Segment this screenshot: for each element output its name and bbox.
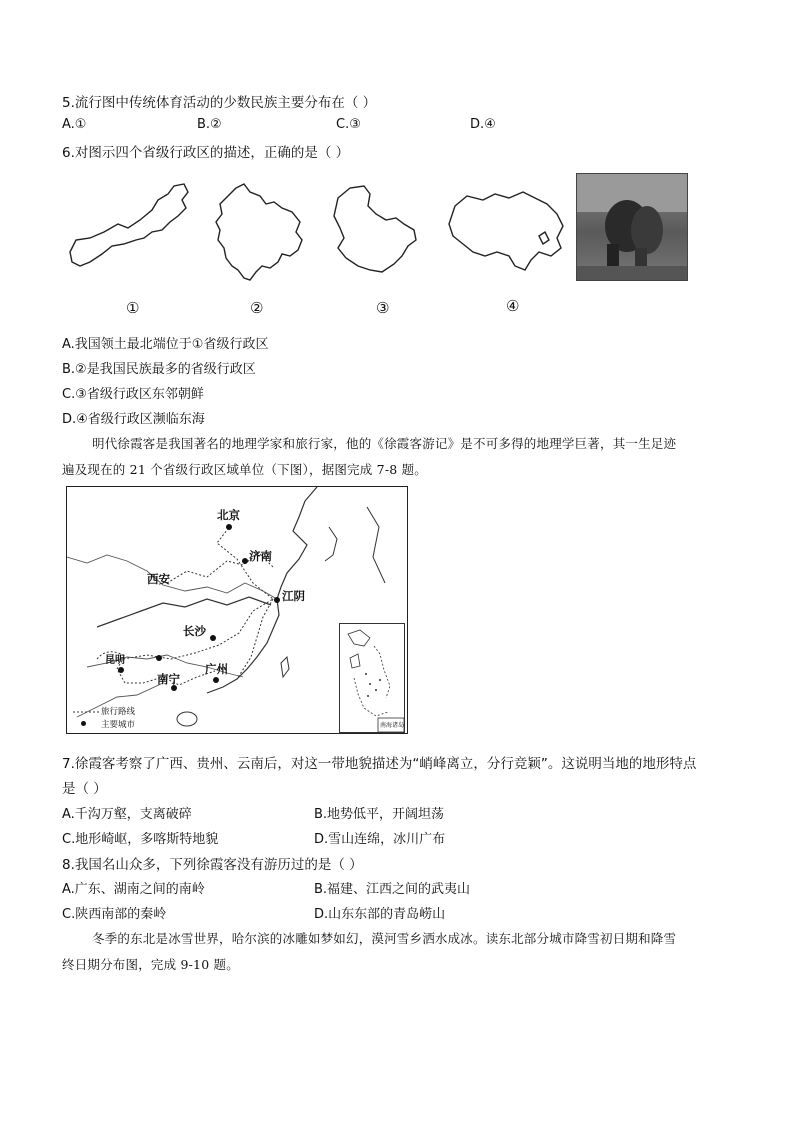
intro-9-10-line2: 终日期分布图，完成 9-10 题。 (62, 957, 239, 972)
legend-city-symbol (81, 721, 86, 726)
legend-city-label: 主要城市 (101, 720, 136, 730)
city-label-jinan: 济南 (249, 549, 272, 563)
province-shape-2 (212, 182, 310, 288)
travel-route-map (66, 486, 408, 734)
q7-option-d: D.雪山连绵，冰川广布 (314, 832, 446, 847)
province-label-2: ② (250, 299, 264, 317)
q5-option-b: B.② (197, 117, 222, 132)
q5-option-d: D.④ (470, 117, 496, 132)
q7-stem-line1: 7.徐霞客考察了广西、贵州、云南后，对这一带地貌描述为“峭峰离立，分行竞颖”。这说明当地的地形特点 (62, 756, 697, 772)
q5-option-a: A.① (62, 117, 87, 132)
city-dot-guangzhou (213, 677, 219, 683)
province-shape-3 (330, 182, 422, 282)
q8-stem: 8.我国名山众多，下列徐霞客没有游历过的是（ ） (62, 857, 363, 873)
intro-7-8-line2: 遍及现在的 21 个省级行政区域单位（下图），据图完成 7-8 题。 (62, 462, 427, 477)
q7-option-b: B.地势低平，开阔坦荡 (314, 807, 445, 822)
south-china-sea-inset (339, 623, 405, 733)
q8-option-c: C.陕西南部的秦岭 (62, 907, 167, 922)
legend-route-symbol (73, 709, 99, 715)
q6-option-c: C.③省级行政区东邻朝鲜 (62, 387, 204, 402)
city-label-nanning: 南宁 (157, 672, 180, 686)
city-label-beijing: 北京 (217, 508, 240, 522)
intro-7-8-line1: 明代徐霞客是我国著名的地理学家和旅行家，他的《徐霞客游记》是不可多得的地理学巨著，其一生足迹 (92, 436, 677, 451)
city-label-jiangyin: 江阴 (282, 589, 305, 603)
city-dot-changsha (210, 635, 216, 641)
city-dot-jiangyin (274, 597, 280, 603)
province-label-1: ① (126, 299, 140, 317)
city-dot-yunnan (156, 655, 162, 661)
city-dot-kunming (118, 667, 124, 673)
q6-option-d: D.④省级行政区濒临东海 (62, 412, 205, 427)
q7-stem-line2: 是（ ） (62, 781, 107, 797)
city-dot-jinan (242, 558, 248, 564)
q5-option-c: C.③ (336, 117, 361, 132)
legend-route-label: 旅行路线 (101, 707, 136, 717)
q8-option-b: B.福建、江西之间的武夷山 (314, 882, 471, 897)
city-label-changsha: 长沙 (183, 624, 206, 638)
province-label-3: ③ (376, 299, 390, 317)
q7-option-c: C.地形崎岖，多喀斯特地貌 (62, 832, 219, 847)
wrestling-photo (576, 173, 688, 281)
city-label-kunming: 昆明 (105, 655, 125, 666)
q6-stem: 6.对图示四个省级行政区的描述，正确的是（ ） (62, 145, 350, 161)
city-label-guangzhou: 广州 (205, 662, 228, 676)
q6-option-a: A.我国领土最北端位于①省级行政区 (62, 337, 269, 352)
city-label-xian: 西安 (147, 572, 170, 586)
q5-stem: 5.流行图中传统体育活动的少数民族主要分布在（ ） (62, 95, 377, 111)
intro-9-10-line1: 冬季的东北是冰雪世界，哈尔滨的冰雕如梦如幻，漠河雪乡洒水成冰。读东北部分城市降雪初日期和降雪 (92, 931, 677, 946)
province-label-4: ④ (506, 297, 520, 315)
inset-label: 南海诸岛 (380, 722, 405, 729)
q6-option-b: B.②是我国民族最多的省级行政区 (62, 362, 256, 377)
province-shape-1 (66, 180, 196, 280)
q7-option-a: A.千沟万壑，支离破碎 (62, 807, 192, 822)
city-dot-beijing (226, 524, 232, 530)
q8-option-a: A.广东、湖南之间的南岭 (62, 882, 205, 897)
q8-option-d: D.山东东部的青岛崂山 (314, 907, 446, 922)
province-shape-4 (445, 186, 570, 280)
